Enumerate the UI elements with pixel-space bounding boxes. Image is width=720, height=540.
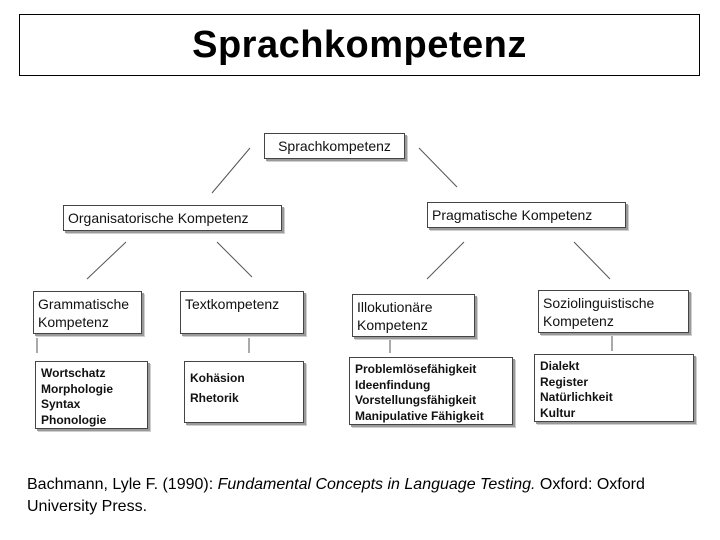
list-item: Register <box>540 374 589 389</box>
citation-publisher: Oxford: Oxford University Press. <box>27 476 645 515</box>
slide-title: Sprachkompetenz <box>19 14 700 76</box>
node-illokutionaere-kompetenz: Illokutionäre Kompetenz <box>352 294 475 337</box>
connector-org-text <box>217 242 252 277</box>
list-illokutionaere-items <box>349 357 513 425</box>
connector-root-right <box>419 148 457 187</box>
list-item: Dialekt <box>540 359 580 373</box>
node-pragmatische-kompetenz: Pragmatische Kompetenz <box>427 202 626 228</box>
list-item: Kohäsion <box>190 371 245 385</box>
citation-book-title: Fundamental Concepts in Language Testing. <box>217 476 536 493</box>
list-item: Syntax <box>41 397 81 411</box>
node-organisatorische-kompetenz: Organisatorische Kompetenz <box>63 205 282 231</box>
list-item: Wortschatz <box>41 366 106 380</box>
connector-org-grammar <box>87 242 126 279</box>
node-soziolinguistische-kompetenz: Soziolinguistische Kompetenz <box>538 290 689 333</box>
list-item: Problemlösefähigkeit <box>355 362 477 376</box>
root-node: Sprachkompetenz <box>264 133 405 159</box>
list-item: Rhetorik <box>190 391 239 405</box>
connector-prag-illok <box>427 242 464 279</box>
list-textkompetenz-items <box>184 361 304 423</box>
citation <box>27 474 707 518</box>
node-grammatische-kompetenz: Grammatische Kompetenz <box>33 291 142 334</box>
list-item: Morphologie <box>41 381 113 396</box>
citation-author: Bachmann, Lyle F. (1990): <box>27 476 218 493</box>
list-item: Vorstellungsfähigkeit <box>355 393 477 407</box>
competence-diagram <box>19 97 705 447</box>
node-textkompetenz: Textkompetenz <box>180 291 304 334</box>
connector-root-left <box>212 148 250 193</box>
list-item: Ideenfindung <box>355 377 431 392</box>
list-item: Manipulative Fähigkeit <box>355 408 484 423</box>
list-item: Kultur <box>540 405 576 420</box>
connector-prag-sozio <box>574 242 610 279</box>
list-item: Natürlichkeit <box>540 390 613 404</box>
list-item: Phonologie <box>41 412 107 427</box>
list-soziolinguistische-items <box>534 354 694 422</box>
list-grammatische-items <box>35 361 148 429</box>
